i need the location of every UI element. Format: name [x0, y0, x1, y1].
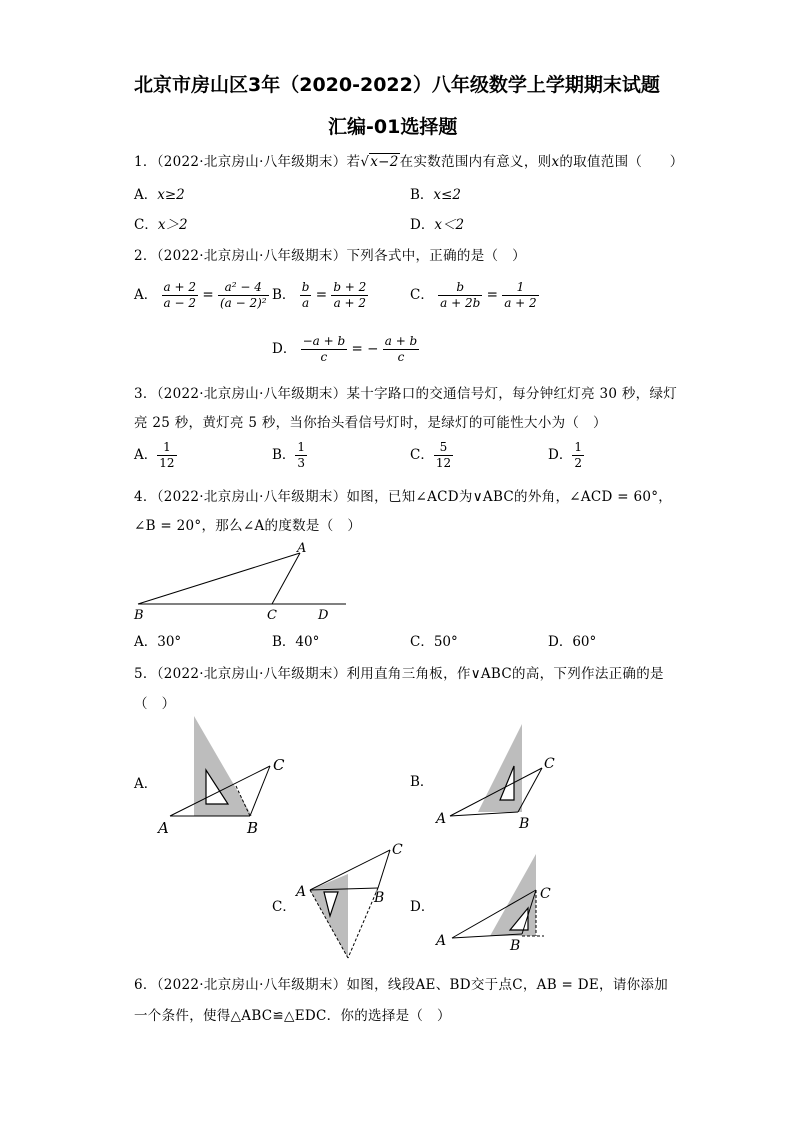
q3-option-a[interactable]: A． $\frac{1}{12}$: [134, 440, 175, 470]
q5c-label-a: A: [296, 884, 307, 900]
q2-option-d[interactable]: D． $\frac{-a + b}{c}$ = − $\frac{a + b}{c}$: [272, 334, 418, 364]
q5-figure-c: [290, 840, 420, 965]
question-6-stem-line2: 一个条件，使得△ABC≌△EDC．你的选择是（ ）: [134, 1008, 451, 1024]
q4-triangle-figure: [130, 535, 360, 625]
q5c-label-c: C: [392, 842, 403, 858]
q4-option-c[interactable]: C．50°: [410, 634, 458, 650]
q5b-label-b: B: [519, 816, 530, 832]
q2-option-a[interactable]: A． $\frac{a + 2}{a - 2}$ = $\frac{\text{a² − 4}}{\text{(a − 2)²}}$: [134, 280, 267, 310]
q2-option-b[interactable]: B． $\frac{b}{a}$ = $\frac{b + 2}{a + 2}$: [272, 280, 367, 310]
q5-option-d[interactable]: D．: [410, 899, 435, 915]
q3-option-b[interactable]: B． $\frac{1}{3}$: [272, 440, 306, 470]
question-3-stem-line2: 亮 25 秒，黄灯亮 5 秒，当你抬头看信号灯时，是绿灯的可能性大小为（ ）: [134, 415, 607, 431]
q1-option-b[interactable]: B．x≤2: [410, 187, 461, 203]
q5-figure-a: [150, 712, 300, 840]
page-title-line2: 汇编-01选择题: [328, 116, 458, 138]
q5c-label-b: B: [374, 890, 385, 906]
q5-figure-d: [430, 850, 560, 960]
q4-label-b: B: [134, 608, 144, 623]
q5-figure-b: [430, 720, 570, 835]
q4-label-d: D: [318, 608, 329, 623]
q3-option-c[interactable]: C． $\frac{5}{12}$: [410, 440, 452, 470]
question-5-stem-line2: （ ）: [134, 696, 176, 712]
q5b-label-a: A: [436, 811, 447, 827]
question-4-stem-line2: ∠B = 20°，那么∠A的度数是（ ）: [134, 518, 362, 534]
q4-label-c: C: [267, 608, 277, 623]
q1-option-a[interactable]: A．x≥2: [134, 187, 185, 203]
q5a-label-a: A: [158, 819, 169, 837]
q1-option-c[interactable]: C．x＞2: [134, 217, 188, 233]
page-title-line1: 北京市房山区3年（2020-2022）八年级数学上学期期末试题: [134, 74, 660, 96]
q5-option-c[interactable]: C．: [272, 899, 296, 915]
q5a-label-b: B: [247, 819, 259, 837]
q4-option-d[interactable]: D．60°: [548, 634, 597, 650]
q4-option-a[interactable]: A．30°: [134, 634, 182, 650]
q4-label-a: A: [297, 541, 307, 556]
question-2-stem: 2．（2022·北京房山·八年级期末）下列各式中，正确的是（ ）: [134, 248, 526, 264]
question-1-stem: 1．（2022·北京房山·八年级期末）若√x−2在实数范围内有意义，则x的取值范围（ ）: [134, 154, 684, 170]
q1-option-d[interactable]: D．x＜2: [410, 217, 465, 233]
q5d-label-b: B: [510, 938, 521, 954]
q5-option-b[interactable]: B．: [410, 774, 434, 790]
q5d-label-a: A: [436, 933, 447, 949]
q5a-label-c: C: [273, 756, 285, 774]
q4-option-b[interactable]: B．40°: [272, 634, 320, 650]
question-6-stem-line1: 6．（2022·北京房山·八年级期末）如图，线段AE、BD交于点C，AB = DE，请你添加: [134, 977, 669, 993]
q2-option-c[interactable]: C． $\frac{b}{a + 2b}$ = $\frac{1}{a + 2}$: [410, 280, 537, 310]
q5b-label-c: C: [544, 756, 555, 772]
q3-option-d[interactable]: D． $\frac{1}{2}$: [548, 440, 582, 470]
question-3-stem-line1: 3．（2022·北京房山·八年级期末）某十字路口的交通信号灯，每分钟红灯亮 30 秒，绿灯: [134, 386, 678, 402]
q5-option-a[interactable]: A．: [134, 776, 158, 792]
question-4-stem-line1: 4．（2022·北京房山·八年级期末）如图，已知∠ACD为∨ABC的外角，∠ACD = 60°，: [134, 489, 673, 505]
question-5-stem-line1: 5．（2022·北京房山·八年级期末）利用直角三角板，作∨ABC的高，下列作法正确的是: [134, 666, 664, 682]
q5d-label-c: C: [540, 886, 551, 902]
